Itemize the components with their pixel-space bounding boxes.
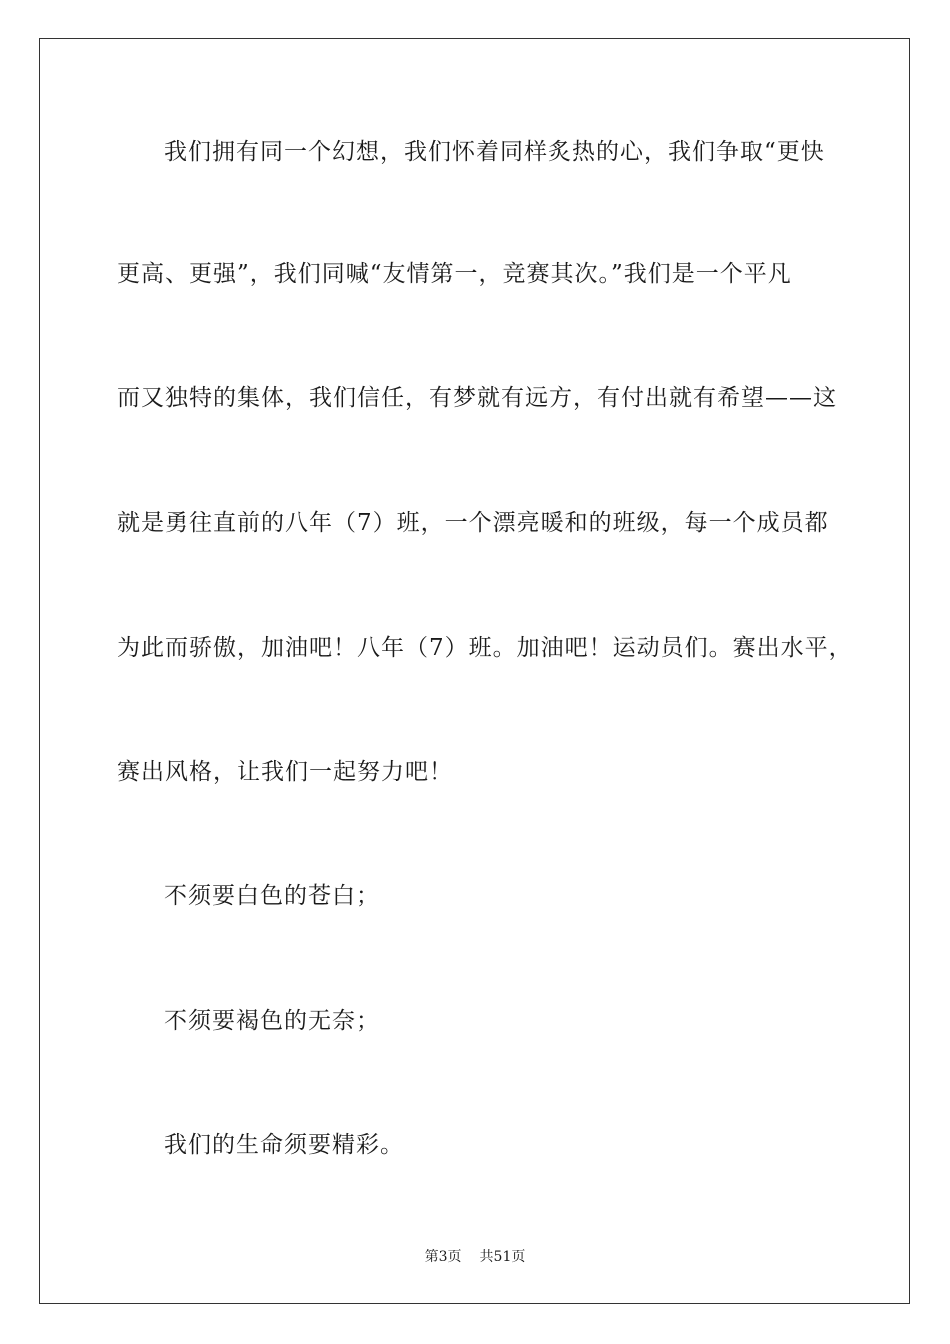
paragraph-line: 而又独特的集体，我们信任，有梦就有远方，有付出就有希望——这 [117, 385, 837, 411]
poem-line: 不须要白色的苍白； [164, 883, 380, 909]
paragraph-line: 更高、更强”，我们同喊“友情第一，竞赛其次。”我们是一个平凡 [117, 261, 792, 287]
page-number: 第3页 [424, 1249, 462, 1265]
paragraph-line: 赛出风格，让我们一起努力吧！ [117, 759, 453, 785]
page-frame [39, 38, 910, 1304]
poem-line: 我们的生命须要精彩。 [164, 1132, 404, 1158]
paragraph-line: 为此而骄傲，加油吧！八年（7）班。加油吧！运动员们。赛出水平， [117, 635, 853, 661]
paragraph-line: 我们拥有同一个幻想，我们怀着同样炙热的心，我们争取“更快 [164, 139, 825, 165]
poem-line: 不须要褐色的无奈； [164, 1008, 380, 1034]
paragraph-line: 就是勇往直前的八年（7）班，一个漂亮暖和的班级，每一个成员都 [117, 510, 829, 536]
total-pages: 共51页 [479, 1249, 526, 1265]
page-footer [0, 1248, 950, 1266]
